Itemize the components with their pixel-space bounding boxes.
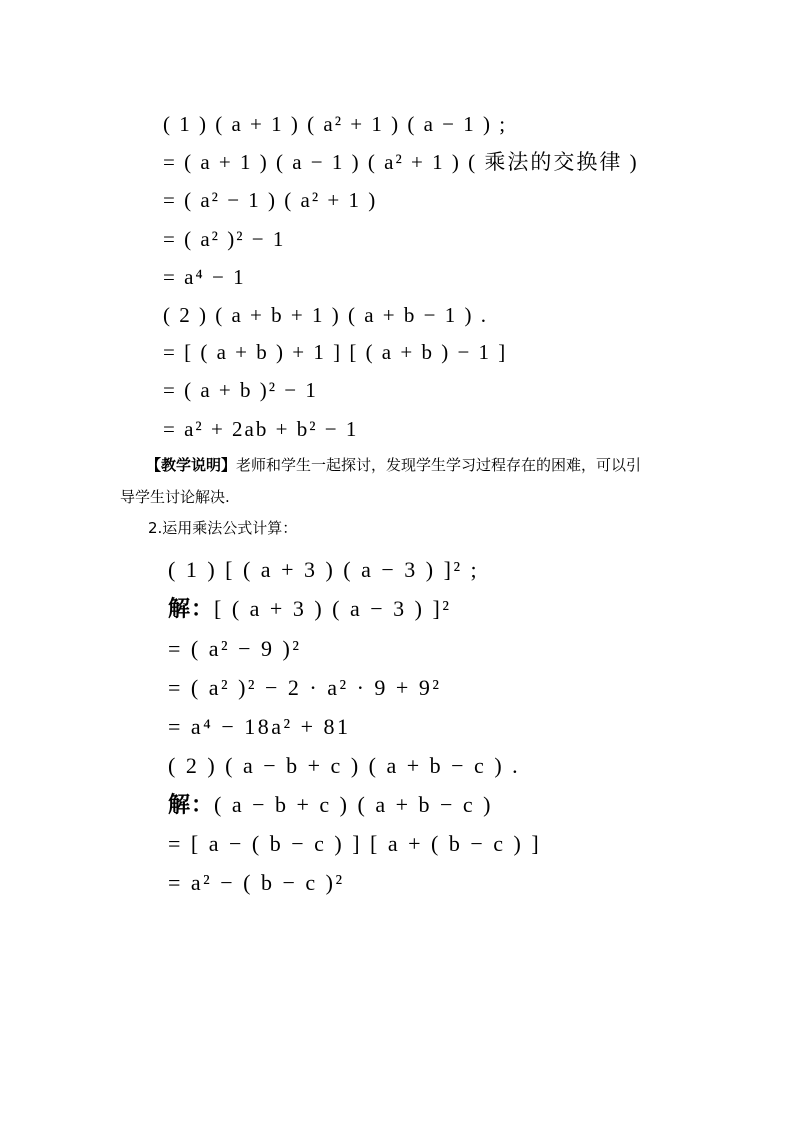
math-line-4: = ( a² )² − 1 bbox=[163, 227, 286, 251]
ex2-line-4: = ( a² )² − 2 · a² · 9 + 9² bbox=[168, 675, 442, 700]
ex2-line-2-expr: [ ( a + 3 ) ( a − 3 ) ]² bbox=[214, 596, 452, 621]
ex2-line-1: ( 1 ) [ ( a + 3 ) ( a − 3 ) ]² ; bbox=[168, 557, 480, 582]
exercise-heading: 2.运用乘法公式计算： bbox=[148, 519, 298, 537]
ex2-line-9: = a² − ( b − c )² bbox=[168, 870, 345, 895]
ex2-line-7 bbox=[168, 794, 493, 817]
ex2-line-5: = a⁴ − 18a² + 81 bbox=[168, 714, 351, 739]
solve-label-1: 解： bbox=[168, 597, 215, 622]
math-line-3: = ( a² − 1 ) ( a² + 1 ) bbox=[163, 188, 378, 212]
math-line-1: ( 1 ) ( a + 1 ) ( a² + 1 ) ( a − 1 ) ; bbox=[163, 112, 508, 136]
math-line-6: ( 2 ) ( a + b + 1 ) ( a + b − 1 ) . bbox=[163, 303, 488, 327]
math-line-2: = ( a + 1 ) ( a − 1 ) ( a² + 1 ) ( 乘法的交换律 ) bbox=[163, 150, 639, 174]
ex2-line-6: ( 2 ) ( a − b + c ) ( a + b − c ) . bbox=[168, 753, 521, 778]
teaching-note-label: 【教学说明】 bbox=[146, 456, 237, 474]
ex2-line-3: = ( a² − 9 )² bbox=[168, 636, 302, 661]
math-line-7: = [ ( a + b ) + 1 ] [ ( a + b ) − 1 ] bbox=[163, 340, 508, 364]
ex2-line-2 bbox=[168, 598, 451, 621]
ex2-line-7-expr: ( a − b + c ) ( a + b − c ) bbox=[214, 792, 494, 817]
ex2-line-8: = [ a − ( b − c ) ] [ a + ( b − c ) ] bbox=[168, 831, 542, 856]
teaching-note-text-1: 老师和学生一起探讨，发现学生学习过程存在的困难，可以引 bbox=[236, 456, 642, 474]
solve-label-2: 解： bbox=[168, 793, 215, 818]
math-line-8: = ( a + b )² − 1 bbox=[163, 378, 318, 402]
math-line-5: = a⁴ − 1 bbox=[163, 265, 246, 289]
teaching-note-line-1 bbox=[146, 458, 641, 473]
math-line-9: = a² + 2ab + b² − 1 bbox=[163, 417, 359, 441]
teaching-note-line-2: 导学生讨论解决. bbox=[120, 488, 230, 506]
